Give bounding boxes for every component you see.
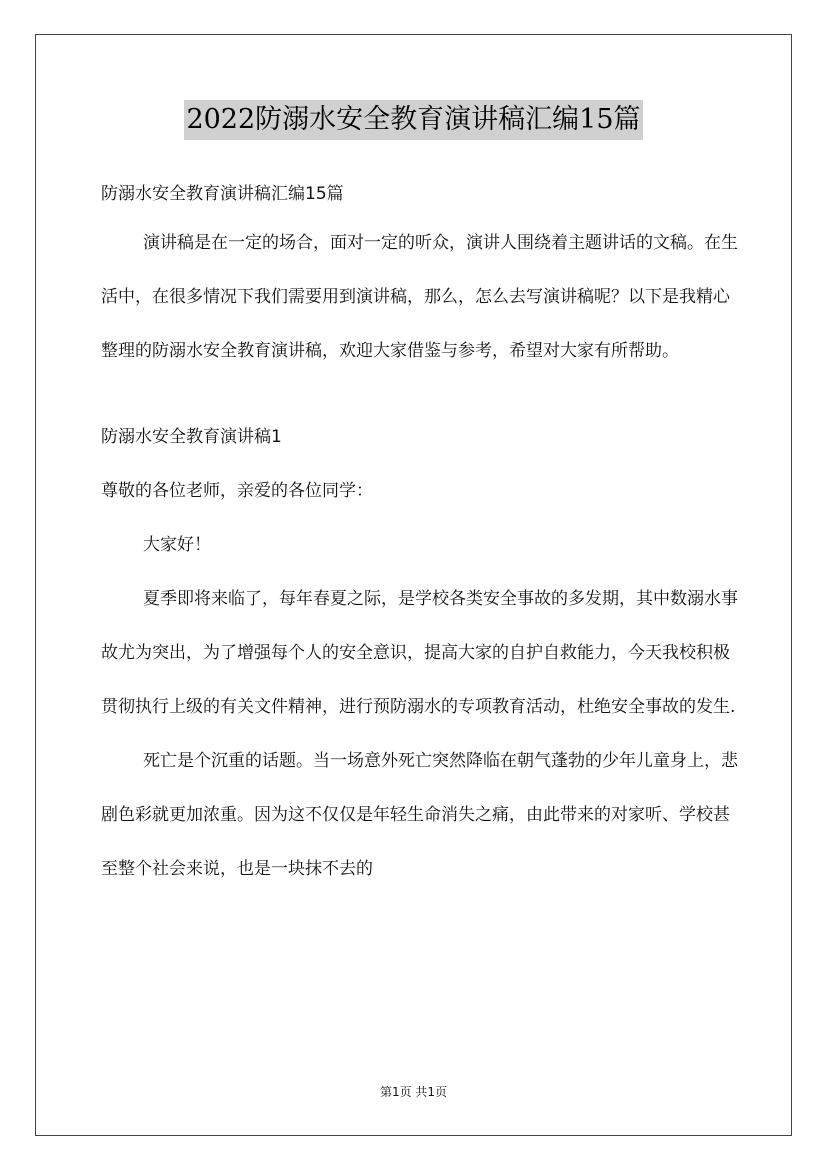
intro-paragraph: 演讲稿是在一定的场合，面对一定的听众，演讲人围绕着主题讲话的文稿。在生活中，在很多情况下我们需要用到演讲稿，那么，怎么去写演讲稿呢？以下是我精心整理的防溺水安全教育演讲稿，欢迎大家借鉴与参考，希望对大家有所帮助。 [101, 233, 738, 361]
section-heading: 防溺水安全教育演讲稿1 [101, 427, 282, 447]
section-gap [101, 378, 741, 410]
title-wrap [0, 100, 827, 140]
document-body [101, 172, 741, 896]
body-paragraph-1: 夏季即将来临了，每年春夏之际，是学校各类安全事故的多发期，其中数溺水事故尤为突出，为了增强每个人的安全意识，提高大家的自护自救能力，今天我校积极贯彻执行上级的有关文件精神，进行预防溺水的专项教育活动，杜绝安全事故的发生. [101, 589, 738, 717]
greeting: 大家好！ [143, 535, 211, 555]
document-title: 2022防溺水安全教育演讲稿汇编15篇 [184, 100, 642, 140]
salutation: 尊敬的各位老师，亲爱的各位同学： [101, 481, 373, 501]
body-paragraph-2: 死亡是个沉重的话题。当一场意外死亡突然降临在朝气蓬勃的少年儿童身上，悲剧色彩就更加浓重。因为这不仅仅是年轻生命消失之痛，由此带来的对家听、学校甚至整个社会来说，也是一块抹不去的 [101, 751, 738, 879]
document-subtitle: 防溺水安全教育演讲稿汇编15篇 [101, 184, 344, 204]
page-footer: 第1页 共1页 [379, 1085, 448, 1099]
